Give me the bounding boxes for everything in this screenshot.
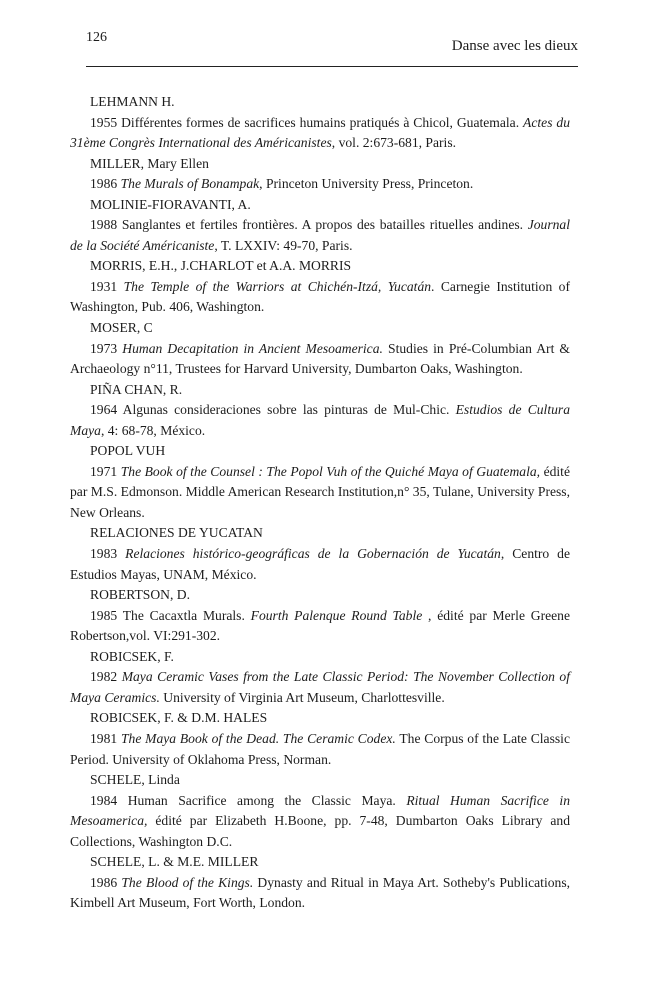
entry-year: 1985	[90, 607, 118, 623]
entry-reference	[70, 113, 570, 154]
entry-title: Maya Ceramic Vases from the Late Classic Period: The November Collection of Maya Ceramics.	[70, 669, 571, 705]
entry-reference	[70, 339, 570, 380]
entry-title: Human Decapitation in Ancient Mesoamerica.	[122, 340, 383, 356]
running-title: Danse avec les dieux	[451, 38, 578, 54]
entry-year: 1981	[90, 730, 118, 746]
entry-text-before: Sanglantes et fertiles frontières. A propos des batailles rituelles andines.	[117, 217, 528, 233]
entry-author: SCHELE, L. & M.E. MILLER	[90, 854, 259, 870]
entry-author: SCHELE, Linda	[90, 772, 180, 788]
entry-author: LEHMANN H.	[90, 94, 175, 109]
entry-text-before: Algunas consideraciones sobre las pinturas de Mul-Chic.	[117, 402, 456, 418]
entry-reference	[70, 544, 570, 585]
entry-text-after: , Centro de Estudios Mayas, UNAM, México.	[70, 546, 570, 582]
entry-year: 1964	[90, 402, 118, 418]
entry-title: Actes du 31ème Congrès International des Américanistes	[70, 114, 570, 151]
entry-text-after: édité par Elizabeth H.Boone, pp. 7-48, Dumbarton Oaks Library and Collections, Washington D.C.	[70, 813, 570, 849]
entry-text-after: , édité par Merle Greene Robertson,vol. VI:291-302.	[70, 607, 570, 644]
entry-year: 1971	[90, 463, 118, 479]
entry-year: 1973	[90, 340, 118, 356]
bibliography-list	[70, 92, 570, 914]
entry-text-after: The Corpus of the Late Classic Period. University of Oklahoma Press, Norman.	[70, 730, 570, 767]
entry-text-after: , vol. 2:673-681, Paris.	[331, 135, 457, 151]
entry-author: ROBICSEK, F. & D.M. HALES	[90, 710, 268, 726]
entry-reference	[70, 215, 570, 256]
entry-text-before: Human Sacrifice among the Classic Maya.	[117, 792, 407, 808]
entry-text-after: , T. LXXIV: 49-70, Paris.	[214, 237, 353, 253]
entry-year: 1986	[90, 176, 118, 192]
entry-title: Journal de la Société Américaniste	[70, 217, 570, 253]
entry-text-after: Studies in Pré-Columbian Art & Archaeology n°11, Trustees for Harvard University, Dumbarton Oaks, Washington.	[70, 340, 571, 377]
entry-title: The Murals of Bonampak	[120, 176, 260, 192]
entry-reference	[70, 174, 570, 195]
header-rule	[86, 66, 578, 67]
entry-year: 1986	[90, 874, 118, 890]
entry-author: MORRIS, E.H., J.CHARLOT et A.A. MORRIS	[90, 258, 352, 274]
entry-title: Relaciones histórico-geográficas de la Gobernación de Yucatán	[125, 546, 501, 562]
entry-author: MOLINIE-FIORAVANTI, A.	[90, 196, 251, 212]
entry-author: POPOL VUH	[90, 443, 166, 459]
entry-title: The Blood of the Kings.	[121, 874, 254, 890]
entry-reference	[70, 667, 570, 708]
entry-title: The Maya Book of the Dead. The Ceramic Codex.	[120, 730, 396, 746]
entry-text-before: The Cacaxtla Murals.	[117, 607, 251, 623]
entry-author: MOSER, C	[90, 320, 153, 336]
entry-text-after: , Princeton University Press, Princeton.	[259, 176, 474, 192]
entry-author: MILLER, Mary Ellen	[90, 155, 209, 171]
entry-year: 1931	[90, 278, 118, 294]
entry-year: 1988	[90, 217, 118, 233]
entry-reference	[70, 277, 570, 318]
entry-text-before	[117, 546, 125, 561]
entry-title: The Temple of the Warriors at Chichén-Itzá, Yucatán	[123, 278, 432, 294]
entry-text-after: . Carnegie Institution of Washington, Pub. 406, Washington.	[70, 278, 570, 315]
entry-title: Estudios de Cultura Maya	[70, 402, 570, 438]
entry-text-before: Différentes formes de sacrifices humains pratiqués à Chicol, Guatemala.	[117, 114, 524, 130]
entry-author: ROBICSEK, F.	[90, 648, 174, 664]
entry-reference	[70, 729, 570, 770]
entry-author: ROBERTSON, D.	[90, 587, 191, 603]
entry-title: Ritual Human Sacrifice in Mesoamerica,	[70, 792, 570, 829]
entry-reference	[70, 873, 570, 914]
entry-author: RELACIONES DE YUCATAN	[90, 525, 263, 541]
entry-text-after: , 4: 68-78, México.	[100, 422, 206, 438]
entry-reference	[70, 606, 570, 647]
entry-text-after: University of Virginia Art Museum, Charlottesville.	[159, 689, 445, 705]
entry-year: 1982	[90, 669, 118, 685]
entry-year: 1983	[90, 546, 118, 562]
entry-author: PIÑA CHAN, R.	[90, 381, 183, 397]
entry-text-after: Dynasty and Ritual in Maya Art. Sotheby's Publications, Kimbell Art Museum, Fort Worth, London.	[70, 874, 571, 911]
entry-reference	[70, 462, 570, 524]
entry-title: The Book of the Counsel : The Popol Vuh of the Quiché Maya of Guatemala,	[120, 463, 541, 479]
page-number: 126	[86, 30, 107, 45]
entry-reference	[70, 400, 570, 441]
entry-year: 1984	[90, 792, 118, 808]
entry-year: 1955	[90, 114, 118, 130]
entry-text-after: édité par M.S. Edmonson. Middle American Research Institution,n° 35, Tulane, University Press, New Orleans.	[70, 463, 570, 520]
entry-title: Fourth Palenque Round Table	[250, 607, 423, 623]
entry-reference	[70, 791, 570, 853]
